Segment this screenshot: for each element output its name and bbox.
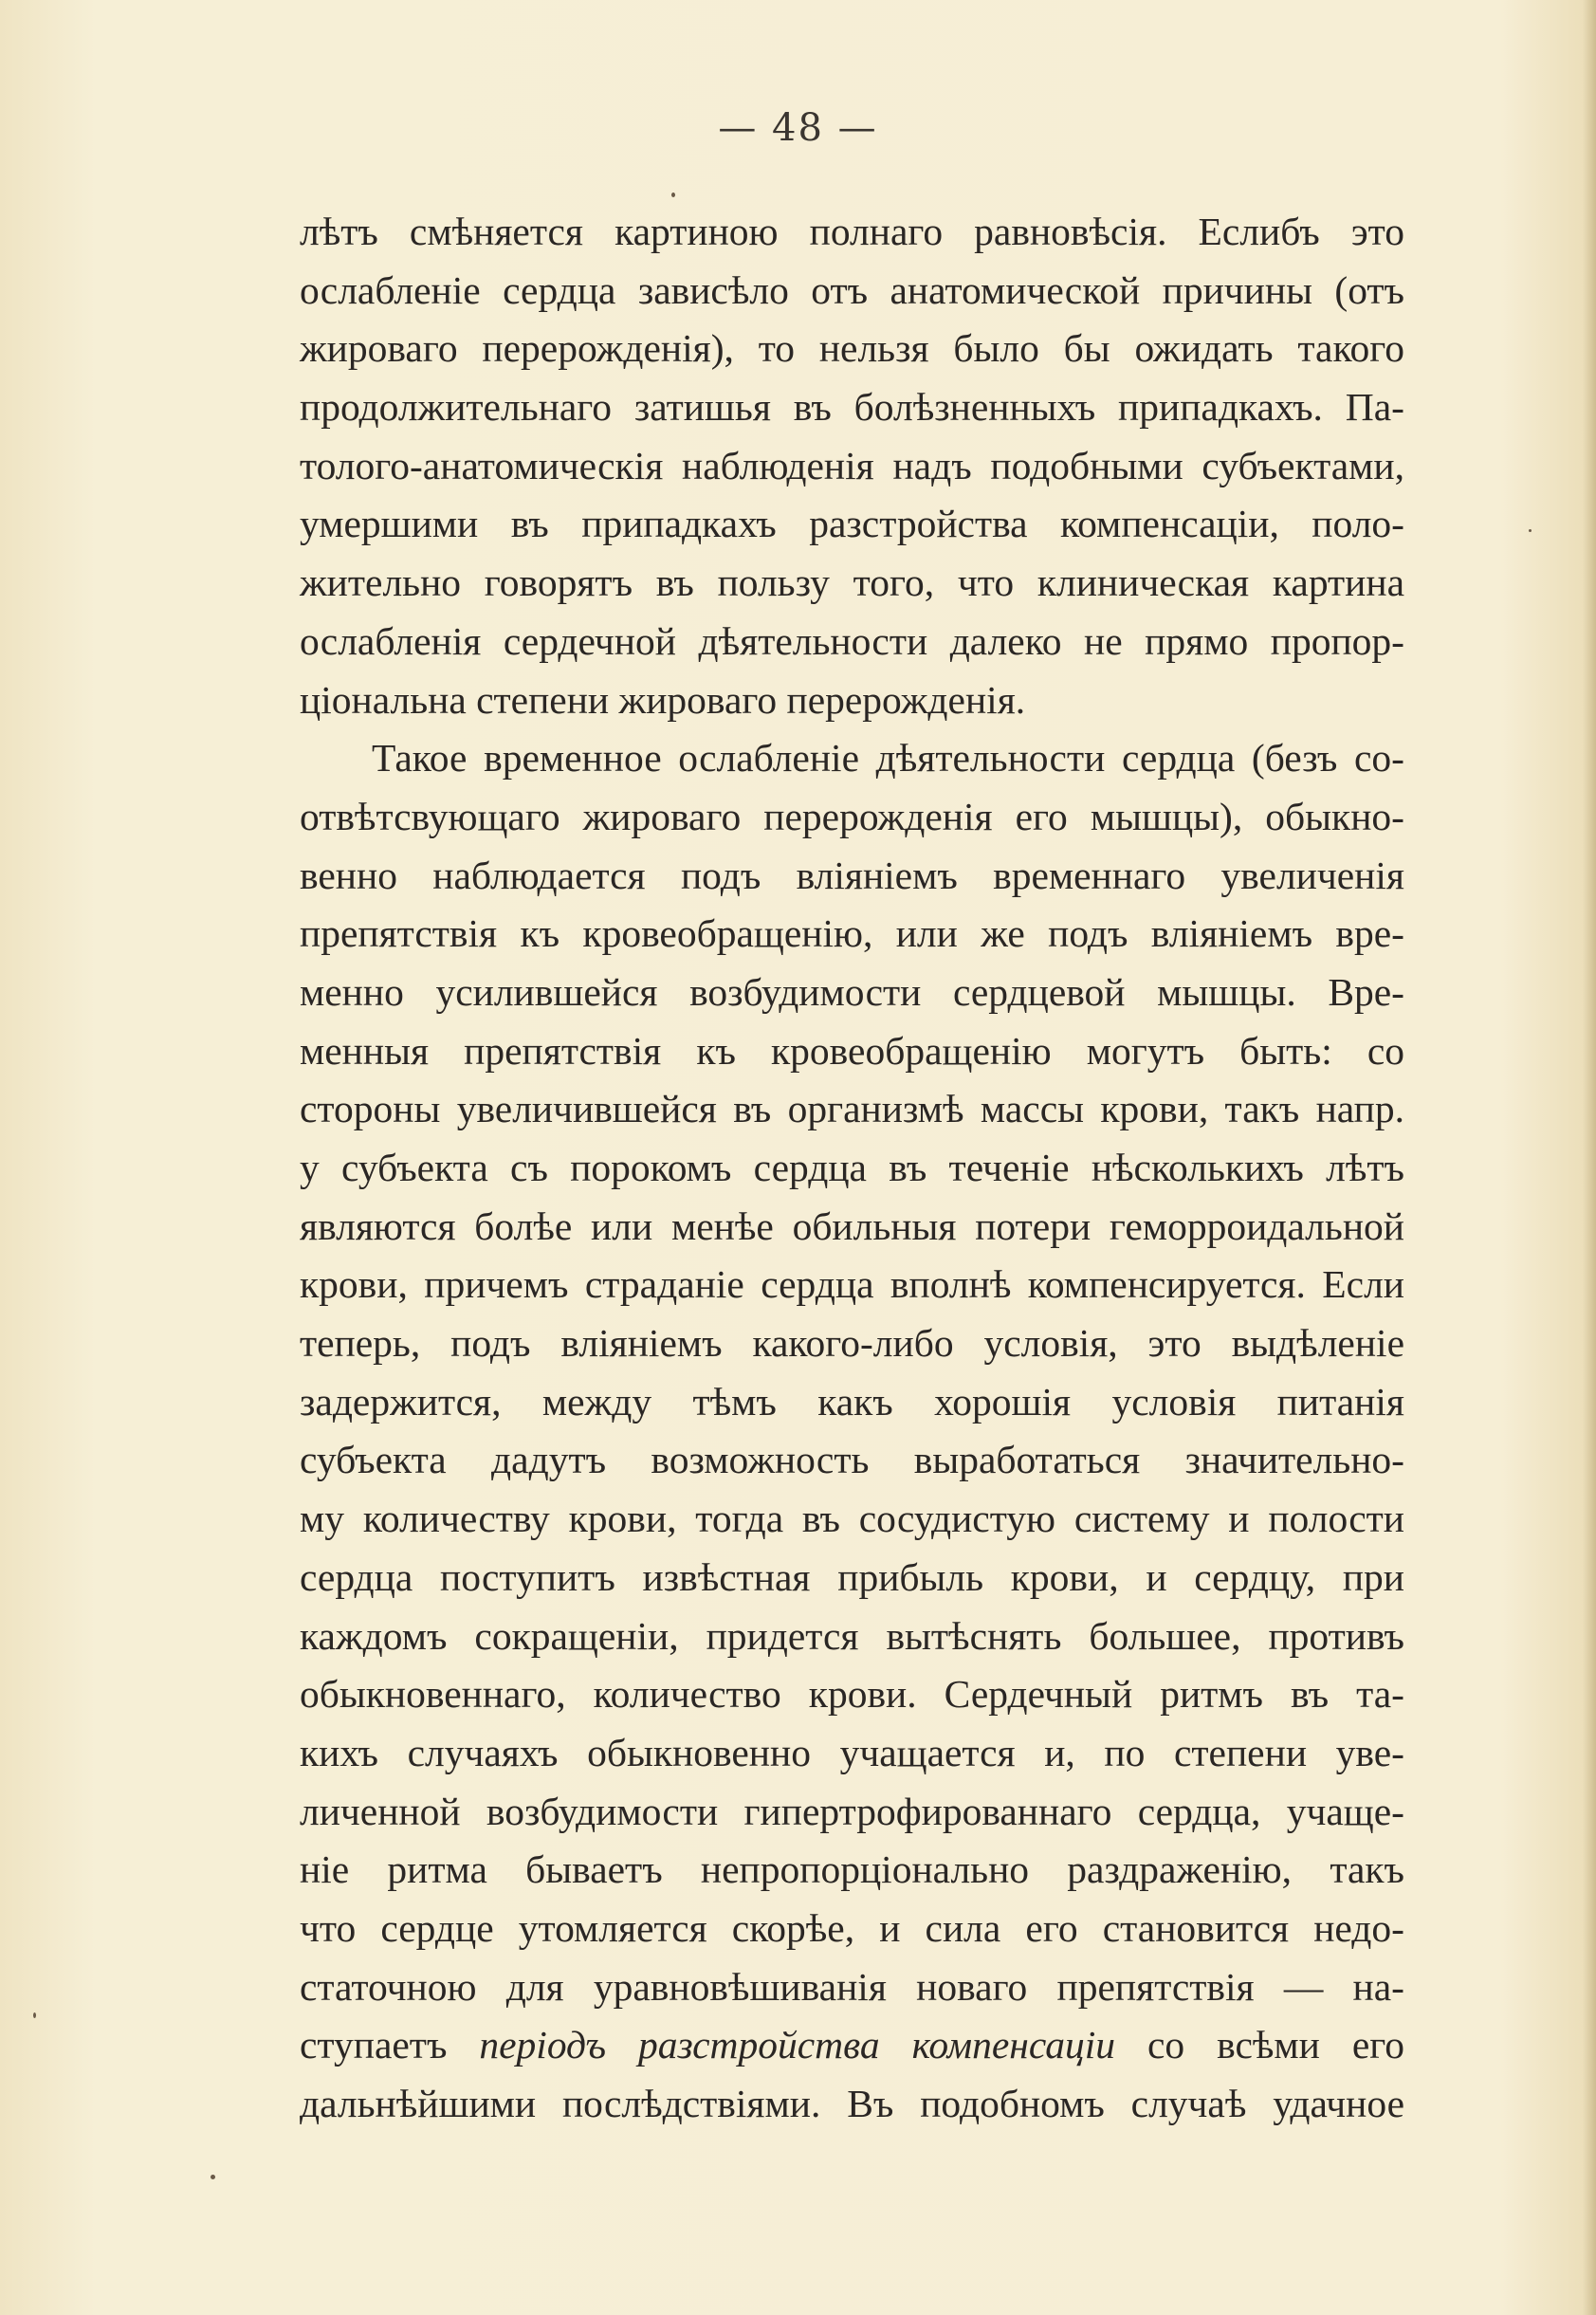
paper-speck	[1529, 529, 1532, 532]
text-line: жироваго перерожденія), то нельзя было бы ожидать такого	[300, 326, 1404, 371]
body-text	[300, 203, 1404, 2134]
paper-speck	[211, 2175, 215, 2179]
text-line: стороны увеличившейся въ организмѣ массы крови, такъ напр.	[300, 1087, 1404, 1131]
text-line: препятствія къ кровеобращенію, или же подъ вліяніемъ вре-	[300, 911, 1404, 956]
paper-speck	[671, 193, 675, 197]
text-line: у субъекта съ порокомъ сердца въ теченіе нѣсколькихъ лѣтъ	[300, 1146, 1404, 1189]
text-line: кихъ случаяхъ обыкновенно учащается и, по степени уве-	[300, 1730, 1404, 1774]
text-line-paragraph-end: ціональна степени жироваго перерожденія.	[300, 677, 1026, 722]
text-line: задержится, между тѣмъ какъ хорошія условія питанія	[300, 1379, 1404, 1424]
text-fragment: со всѣми его	[1114, 2023, 1404, 2067]
text-fragment: ступаетъ	[300, 2023, 480, 2067]
text-line: субъекта дадутъ возможность выработаться значительно-	[300, 1438, 1404, 1482]
text-line: каждомъ сокращеніи, придется вытѣснять большее, противъ	[300, 1613, 1404, 1658]
text-line-with-emphasis	[300, 2016, 1404, 2075]
text-line: являются болѣе или менѣе обильныя потери геморроидальной	[300, 1203, 1404, 1248]
text-line: статочною для уравновѣшиванія новаго препятствія — на-	[300, 1964, 1404, 2009]
text-line: дальнѣйшими послѣдствіями. Въ подобномъ случаѣ удачное	[300, 2082, 1404, 2125]
text-line: лѣтъ смѣняется картиною полнаго равновѣсія. Еслибъ это	[300, 210, 1404, 253]
text-line: венно наблюдается подъ вліяніемъ временнаго увеличенія	[300, 853, 1404, 897]
text-line: ослабленіе сердца зависѣло отъ анатомической причины (отъ	[300, 267, 1404, 312]
text-line: ніе ритма бываетъ непропорціонально раздраженію, такъ	[300, 1847, 1404, 1892]
text-line: продолжительнаго затишья въ болѣзненныхъ припадкахъ. Па-	[300, 385, 1404, 430]
paper-speck	[33, 2012, 36, 2018]
text-line: теперь, подъ вліяніемъ какого-либо условія, это выдѣленіе	[300, 1321, 1404, 1366]
page-edge-shadow	[1583, 0, 1596, 2315]
text-line: менныя препятствія къ кровеобращенію могутъ быть: со	[300, 1028, 1404, 1073]
emphasized-term: періодъ разстройства компенсаціи	[479, 2023, 1115, 2067]
text-line: менно усилившейся возбудимости сердцевой мышцы. Вре-	[300, 969, 1404, 1014]
text-line: обыкновеннаго, количество крови. Сердечный ритмъ въ та-	[300, 1672, 1404, 1717]
text-line: му количеству крови, тогда въ сосудистую систему и полости	[300, 1497, 1404, 1541]
text-line: крови, причемъ страданіе сердца вполнѣ компенсируется. Если	[300, 1262, 1404, 1307]
text-line: жительно говорятъ въ пользу того, что клиническая картина	[300, 560, 1404, 605]
text-line: что сердце утомляется скорѣе, и сила его становится недо-	[300, 1905, 1404, 1950]
text-line: отвѣтсвующаго жироваго перерожденія его мышцы), обыкно-	[300, 794, 1404, 838]
text-line: сердца поступитъ извѣстная прибыль крови, и сердцу, при	[300, 1554, 1404, 1599]
page-number: — 48 —	[718, 106, 878, 150]
text-line: личенной возбудимости гипертрофированнаго сердца, учаще-	[300, 1789, 1404, 1833]
text-line-paragraph-start: Такое временное ослабленіе дѣятельности сердца (безъ со-	[372, 736, 1404, 781]
text-line: ослабленія сердечной дѣятельности далеко не прямо пропор-	[300, 618, 1404, 663]
text-line: толого-анатомическія наблюденія надъ подобными субъектами,	[300, 443, 1404, 487]
text-line: умершими въ припадкахъ разстройства компенсаціи, поло-	[300, 502, 1404, 546]
